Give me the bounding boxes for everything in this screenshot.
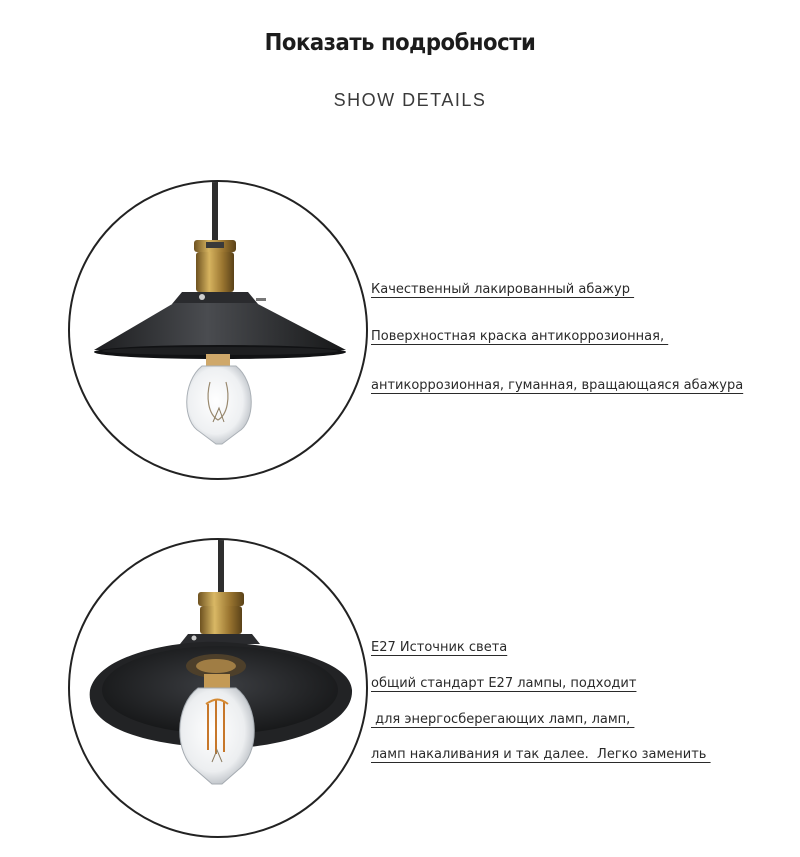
feature-line-2: Поверхностная краска антикоррозионная, xyxy=(371,329,669,344)
page-title-en: SHOW DETAILS xyxy=(333,90,487,110)
pendant-lamp-bottom-illustration xyxy=(70,540,366,836)
page-title-ru: Показать подробности xyxy=(264,30,536,56)
feature-line-1: Качественный лакированный абажур xyxy=(371,282,635,297)
spec-line-3: для энергосберегающих ламп, ламп, xyxy=(371,712,635,727)
spec-line-4: ламп накаливания и так далее. Легко заменить xyxy=(371,747,711,762)
feature-line-3: антикоррозионная, гуманная, вращающаяся абажура xyxy=(371,378,744,393)
lamp-shade-detail-image xyxy=(68,180,368,480)
spec-line-2: общий стандарт E27 лампы, подходит xyxy=(371,676,637,691)
lamp-bulb-detail-image xyxy=(68,538,368,838)
spec-line-1: E27 Источник света xyxy=(371,640,508,655)
pendant-lamp-side-illustration xyxy=(70,182,366,478)
